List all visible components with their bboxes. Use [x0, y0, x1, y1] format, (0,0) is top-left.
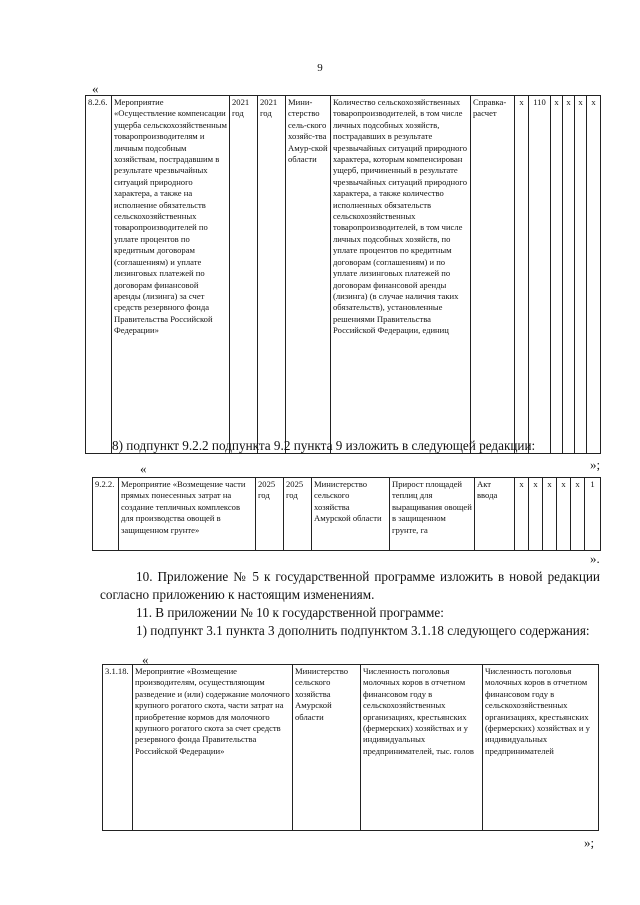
measure-name: Мероприятие «Осуществление компенсации ущерба сельскохозяйственным товаропроизводителям и личным подсобным хозяйствам, пострадавшим в результате чрезвычайных ситуаций природного характера, а также на исполнение обязательств сельскохозяйственных товаропроизводителей по уплате процентов по кредитным договорам (соглашениям) и уплате лизинговых платежей по договорам финансовой аренды (лизинга) за счет средств резервного фонда Правительства Российской Федерации» — [112, 96, 230, 454]
paragraph-10: 10. Приложение № 5 к государственной программе изложить в новой редакции согласно приложению к настоящим изменениям. — [100, 569, 600, 602]
paragraph-11: 11. В приложении № 10 к государственной программе: — [136, 605, 444, 620]
indicator: Численность поголовья молочных коров в отчетном финансовом году в сельскохозяйственных организациях, крестьянских (фермерских) хозяйствах и у индивидуальных предпринимателей, тыс. голов — [361, 665, 483, 831]
table-measure-9-2-2 — [92, 477, 601, 551]
source: Справка-расчет — [471, 96, 515, 454]
value-cell: х — [563, 96, 575, 454]
table-measure-8-2-6 — [85, 95, 601, 454]
value-cell: х — [571, 478, 585, 551]
value-cell: 1 — [585, 478, 601, 551]
value-cell: х — [587, 96, 601, 454]
end-year: 2025 год — [284, 478, 312, 551]
open-quote-3: « — [142, 652, 149, 667]
start-year: 2025 год — [256, 478, 284, 551]
executor: Мини-стерство сель-ского хозяйс-тва Амур-ской области — [286, 96, 331, 454]
measure-name: Мероприятие «Возмещение части прямых понесенных затрат на создание тепличных комплексов для производства овощей в защищенном грунте» — [119, 478, 256, 551]
value-cell: х — [551, 96, 563, 454]
table-measure-3-1-18 — [102, 664, 599, 831]
paragraph-11-1: 1) подпункт 3.1 пункта 3 дополнить подпунктом 3.1.18 следующего содержания: — [136, 623, 590, 638]
value-cell: х — [515, 478, 529, 551]
table-row — [103, 665, 599, 831]
close-quote-1: »; — [590, 457, 601, 472]
value-cell: х — [557, 478, 571, 551]
table-row — [86, 96, 601, 454]
value-cell: х — [515, 96, 529, 454]
row-code: 8.2.6. — [86, 96, 112, 454]
value-cell: х — [575, 96, 587, 454]
open-quote-2: « — [140, 461, 147, 476]
executor: Министерство сельского хозяйства Амурской области — [312, 478, 390, 551]
source: Акт ввода — [475, 478, 515, 551]
start-year: 2021 год — [230, 96, 258, 454]
close-quote-3: »; — [584, 835, 595, 850]
indicator: Прирост площадей теплиц для выращивания овощей в защищенном грунте, га — [390, 478, 475, 551]
value-cell: 110 — [529, 96, 551, 454]
value-cell: х — [543, 478, 557, 551]
page-number: 9 — [317, 62, 323, 74]
value-cell: х — [529, 478, 543, 551]
indicator: Количество сельскохозяйственных товаропроизводителей, в том числе личных подсобных хозяйств, пострадавших в результате чрезвычайных ситуаций природного характера, которым компенсирован ущерб, причиненный в результате чрезвычайных ситуаций природного характера, а также количество исполненных обязательств сельскохозяйственных товаропроизводителей, в том числе личных подсобных хозяйств, по уплате процентов по кредитным договорам (соглашениям) и по уплате лизинговых платежей по договорам финансовой аренды (лизинга) (в случае наличия таких обязательств), установленные решениями Правительства Российской Федерации, единиц — [331, 96, 471, 454]
indicator-2: Численность поголовья молочных коров в отчетном финансовом году в сельскохозяйственных организациях, крестьянских (фермерских) хозяйствах и у индивидуальных предпринимателей — [483, 665, 599, 831]
executor: Министерство сельского хозяйства Амурской области — [293, 665, 361, 831]
open-quote-1: « — [92, 81, 99, 96]
close-quote-2: ». — [590, 551, 600, 566]
measure-name: Мероприятие «Возмещение производителям, осуществляющим разведение и (или) содержание молочного крупного рогатого скота, части затрат на приобретение кормов для молочного крупного рогатого скота за счет средств резервного фонда Правительства Российской Федерации» — [133, 665, 293, 831]
paragraph-8: 8) подпункт 9.2.2 подпункта 9.2 пункта 9 изложить в следующей редакции: — [112, 438, 536, 453]
row-code: 3.1.18. — [103, 665, 133, 831]
end-year: 2021 год — [258, 96, 286, 454]
table-row — [93, 478, 601, 551]
row-code: 9.2.2. — [93, 478, 119, 551]
